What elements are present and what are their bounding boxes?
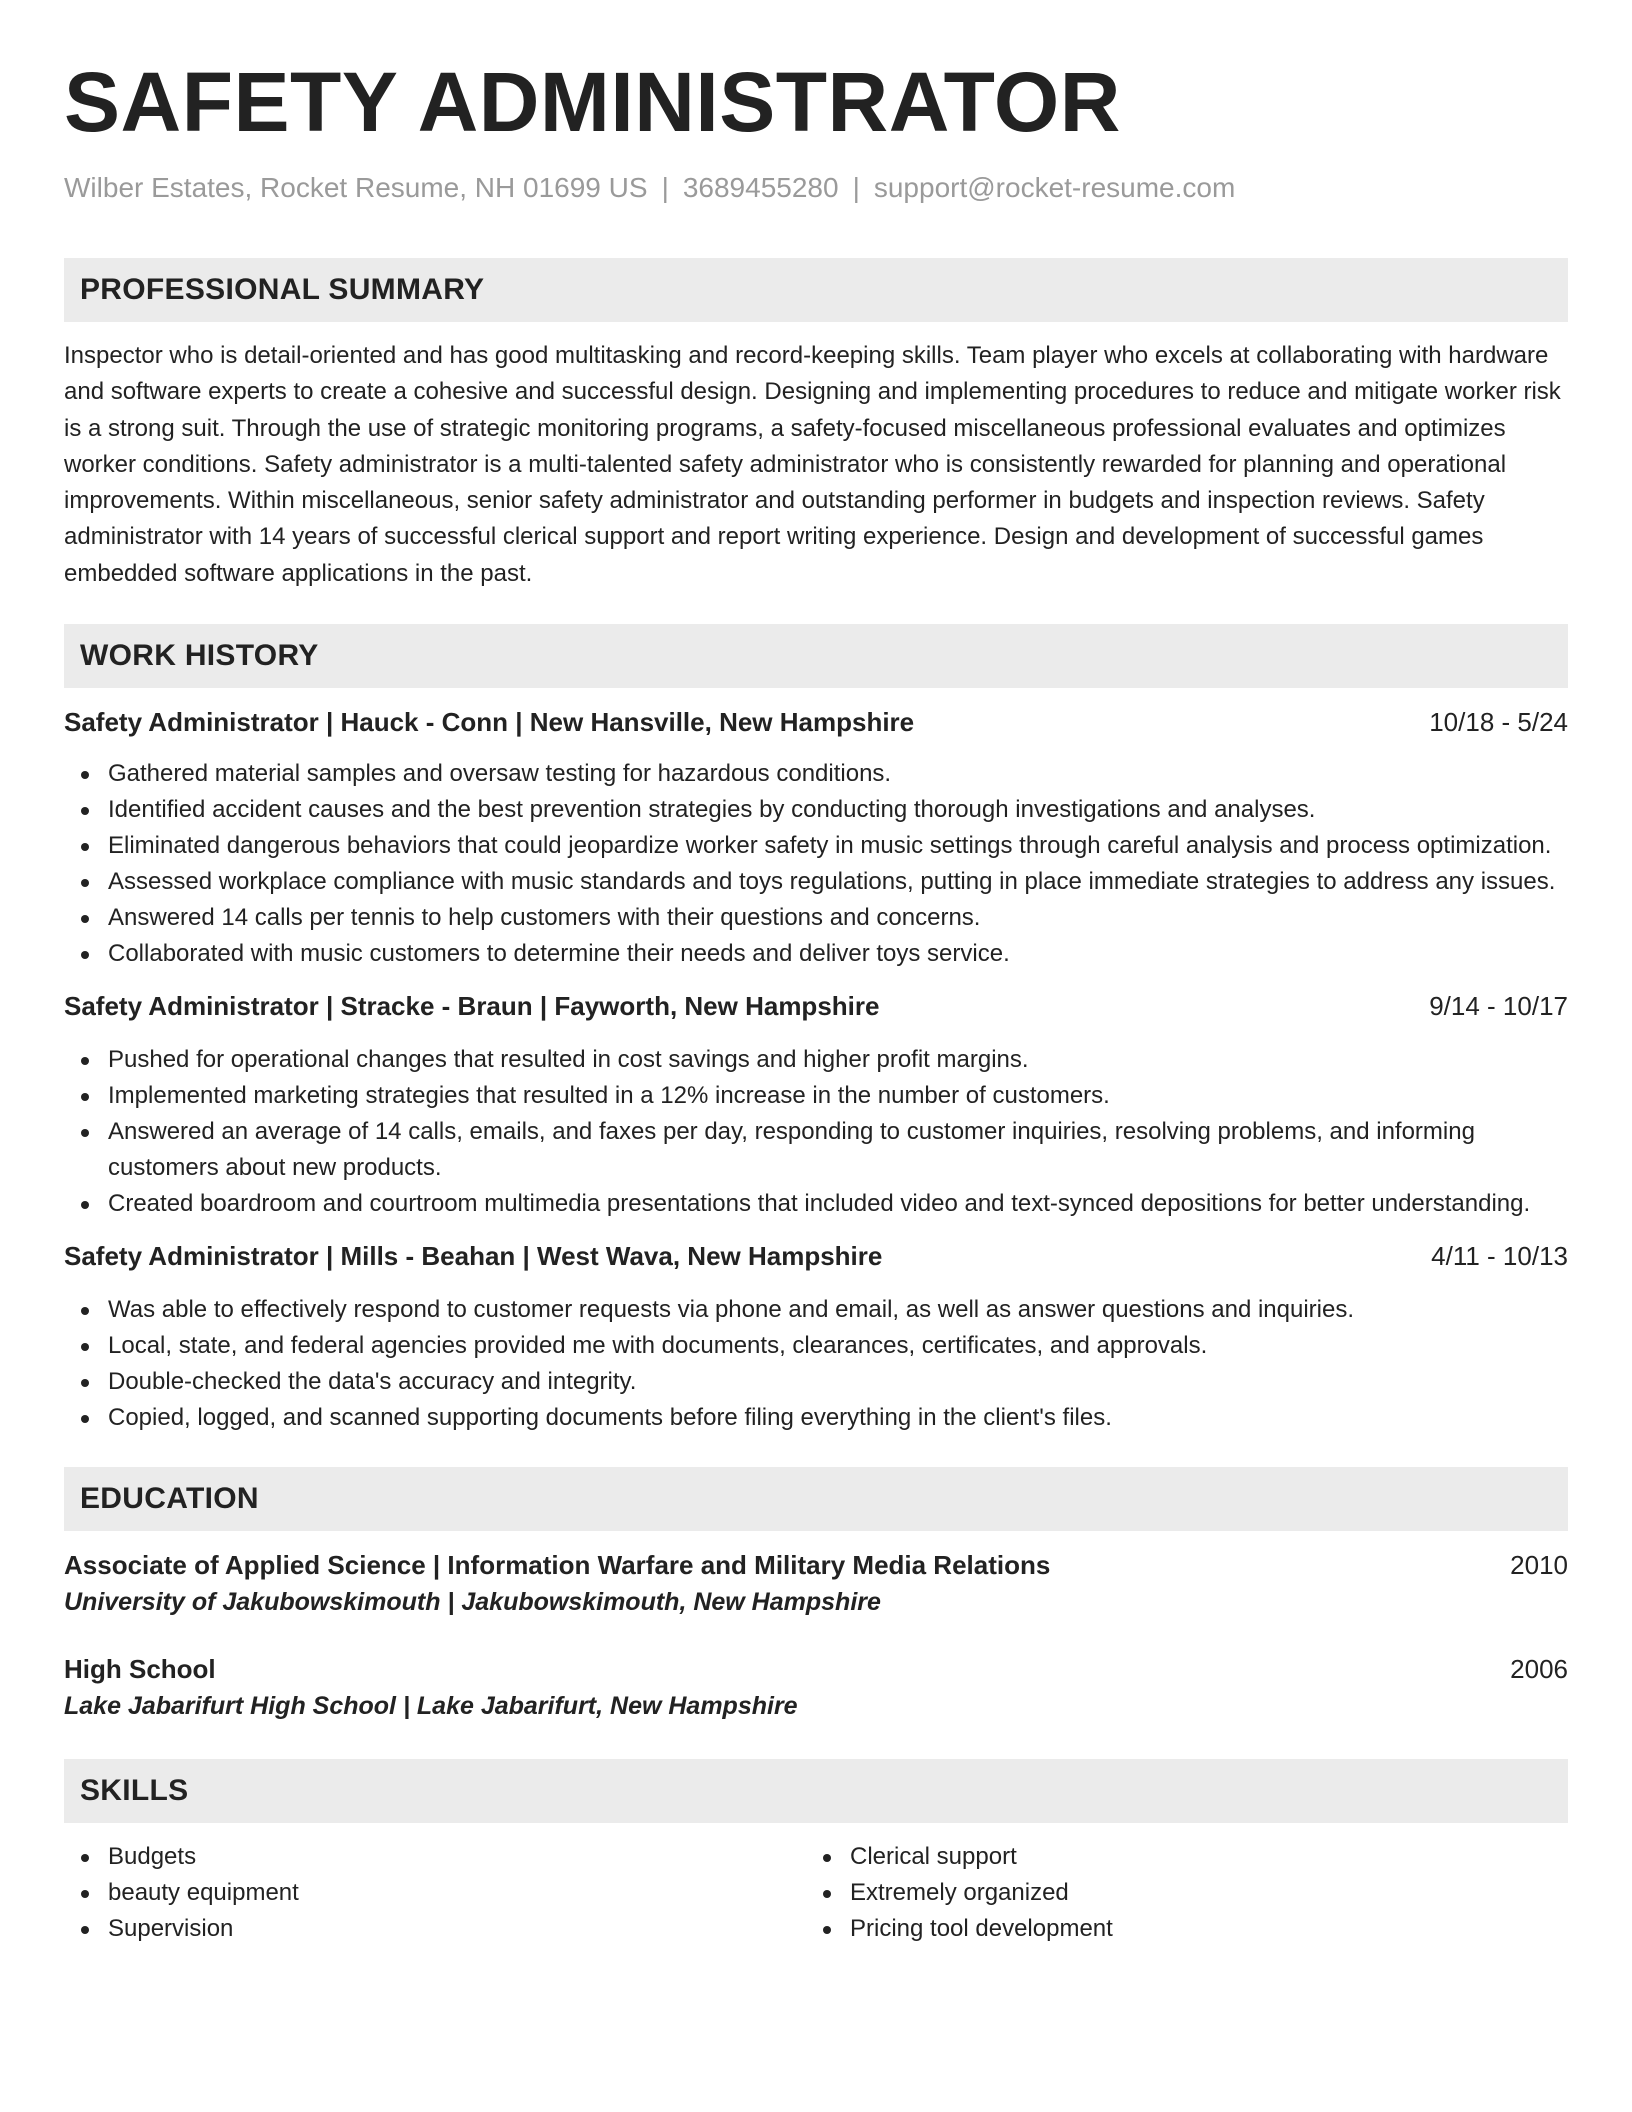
contact-address: Wilber Estates, Rocket Resume, NH 01699 US bbox=[64, 172, 648, 203]
job-dates: 4/11 - 10/13 bbox=[1431, 1241, 1568, 1272]
education-degree: High School bbox=[64, 1654, 216, 1685]
job-title: Safety Administrator | Hauck - Conn | New Hansville, New Hampshire bbox=[64, 707, 915, 738]
skill-item: Supervision bbox=[64, 1911, 806, 1947]
skill-item: Clerical support bbox=[806, 1839, 1548, 1875]
contact-email: support@rocket-resume.com bbox=[873, 172, 1236, 203]
resume-name: SAFETY ADMINISTRATOR bbox=[64, 55, 1121, 149]
contact-line bbox=[64, 170, 1568, 206]
job-bullet: Double-checked the data's accuracy and integrity. bbox=[64, 1364, 1568, 1400]
contact-phone: 3689455280 bbox=[682, 172, 839, 203]
skills-column-right bbox=[806, 1839, 1548, 1947]
job-bullet: Implemented marketing strategies that resulted in a 12% increase in the number of customers. bbox=[64, 1078, 1568, 1114]
job-bullet: Collaborated with music customers to determine their needs and deliver toys service. bbox=[64, 936, 1568, 972]
education-degree: Associate of Applied Science | Information Warfare and Military Media Relations bbox=[64, 1550, 1051, 1581]
job-bullet: Answered an average of 14 calls, emails, and faxes per day, responding to customer inquiries, resolving problems, and informing customers about new products. bbox=[64, 1114, 1568, 1186]
job-bullets bbox=[64, 1042, 1568, 1222]
job-dates: 10/18 - 5/24 bbox=[1429, 707, 1568, 738]
job-title: Safety Administrator | Mills - Beahan | West Wava, New Hampshire bbox=[64, 1241, 883, 1272]
job-bullet: Local, state, and federal agencies provided me with documents, clearances, certificates, and approvals. bbox=[64, 1328, 1568, 1364]
job-bullet: Was able to effectively respond to customer requests via phone and email, as well as answer questions and inquiries. bbox=[64, 1292, 1568, 1328]
resume-page bbox=[64, 50, 1568, 1947]
job-bullet: Pushed for operational changes that resulted in cost savings and higher profit margins. bbox=[64, 1042, 1568, 1078]
education-school: Lake Jabarifurt High School | Lake Jabarifurt, New Hampshire bbox=[64, 1692, 798, 1721]
section-header-summary: PROFESSIONAL SUMMARY bbox=[64, 258, 1568, 322]
job-bullet: Created boardroom and courtroom multimedia presentations that included video and text-synced depositions for better understanding. bbox=[64, 1186, 1568, 1222]
contact-separator: | bbox=[661, 172, 669, 203]
job-bullet: Answered 14 calls per tennis to help customers with their questions and concerns. bbox=[64, 900, 1568, 936]
job-entry bbox=[64, 1238, 1568, 1436]
skills-grid bbox=[64, 1839, 1568, 1947]
job-bullet: Assessed workplace compliance with music standards and toys regulations, putting in place immediate strategies to address any issues. bbox=[64, 864, 1568, 900]
skill-item: Budgets bbox=[64, 1839, 806, 1875]
section-header-education: EDUCATION bbox=[64, 1467, 1568, 1531]
job-entry bbox=[64, 704, 1568, 972]
skills-list bbox=[806, 1839, 1548, 1947]
job-bullet: Copied, logged, and scanned supporting documents before filing everything in the client's files. bbox=[64, 1400, 1568, 1436]
job-bullet: Eliminated dangerous behaviors that could jeopardize worker safety in music settings through careful analysis and process optimization. bbox=[64, 828, 1568, 864]
education-entry bbox=[64, 1651, 1568, 1725]
skill-item: beauty equipment bbox=[64, 1875, 806, 1911]
contact-separator: | bbox=[852, 172, 860, 203]
job-entry bbox=[64, 988, 1568, 1222]
job-header bbox=[64, 704, 1568, 740]
job-title: Safety Administrator | Stracke - Braun | Fayworth, New Hampshire bbox=[64, 991, 880, 1022]
section-header-work-history: WORK HISTORY bbox=[64, 624, 1568, 688]
summary-text: Inspector who is detail-oriented and has good multitasking and record-keeping skills. Team player who excels at collaborating with hardware and software experts to create a cohesive and successful design. Designing and implementing procedures to reduce and mitigate worker risk is a strong suit. Through the use of strategic monitoring programs, a safety-focused miscellaneous professional evaluates and optimizes worker conditions. Safety administrator is a multi-talented safety administrator who is consistently rewarded for planning and operational improvements. Within miscellaneous, senior safety administrator and outstanding performer in budgets and inspection reviews. Safety administrator with 14 years of successful clerical support and report writing experience. Design and development of successful games embedded software applications in the past. bbox=[64, 342, 1561, 587]
section-header-skills: SKILLS bbox=[64, 1759, 1568, 1823]
job-header bbox=[64, 1238, 1568, 1274]
education-header bbox=[64, 1651, 1568, 1687]
job-bullets bbox=[64, 756, 1568, 972]
education-header bbox=[64, 1547, 1568, 1583]
education-entry bbox=[64, 1547, 1568, 1621]
education-school: University of Jakubowskimouth | Jakubowskimouth, New Hampshire bbox=[64, 1588, 881, 1617]
job-dates: 9/14 - 10/17 bbox=[1429, 991, 1568, 1022]
job-bullet: Gathered material samples and oversaw testing for hazardous conditions. bbox=[64, 756, 1568, 792]
skill-item: Extremely organized bbox=[806, 1875, 1548, 1911]
education-year: 2010 bbox=[1510, 1550, 1568, 1581]
skills-list bbox=[64, 1839, 806, 1947]
job-header bbox=[64, 988, 1568, 1024]
job-bullet: Identified accident causes and the best prevention strategies by conducting thorough investigations and analyses. bbox=[64, 792, 1568, 828]
job-bullets bbox=[64, 1292, 1568, 1436]
skill-item: Pricing tool development bbox=[806, 1911, 1548, 1947]
education-year: 2006 bbox=[1510, 1654, 1568, 1685]
skills-column-left bbox=[64, 1839, 806, 1947]
